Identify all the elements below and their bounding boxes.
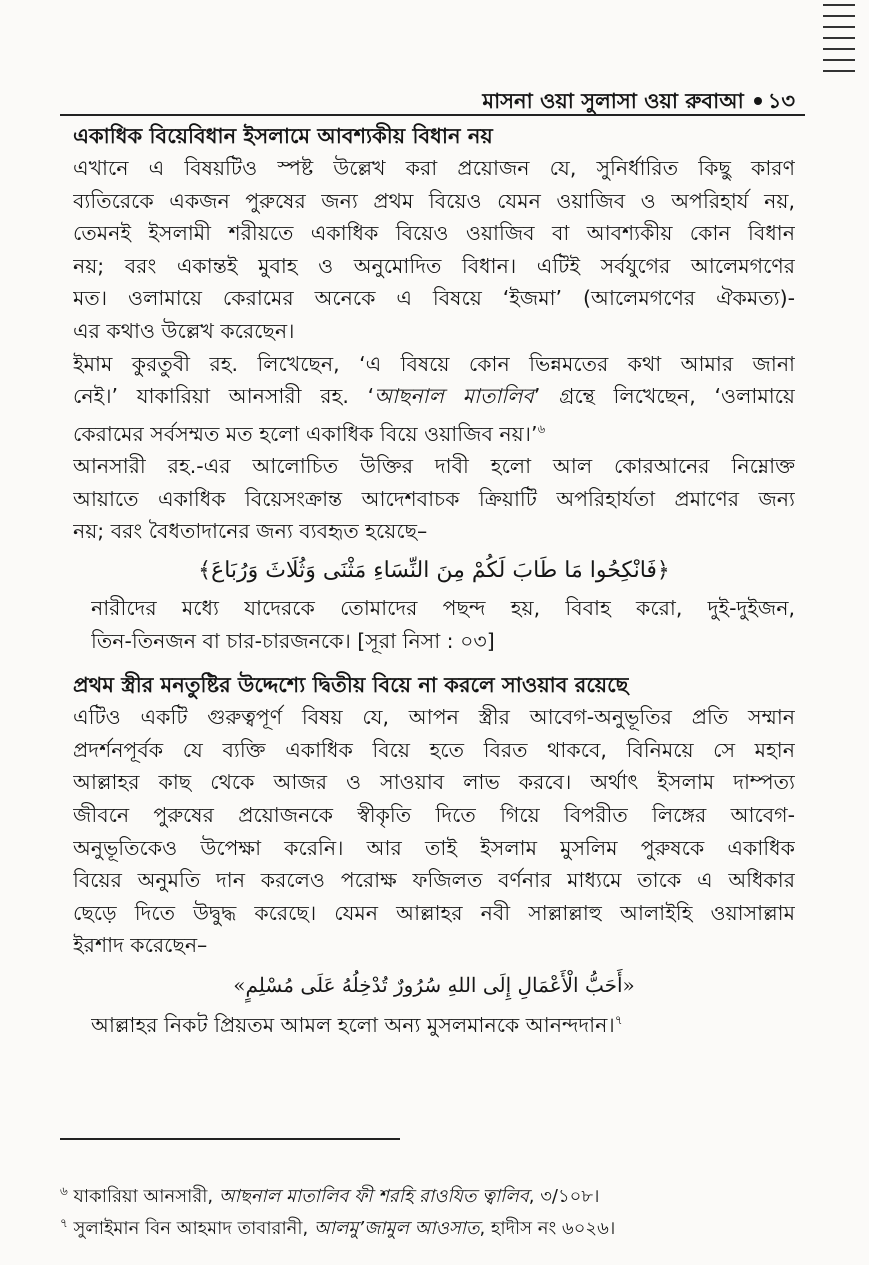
text-line: জীবনে পুরুষের প্রয়োজনকে স্বীকৃতি দিতে গিয়ে বিপরীত লিঙ্গের আবেগ- xyxy=(73,802,795,827)
section1-paragraph-3 xyxy=(73,450,795,548)
main-text xyxy=(73,120,795,1041)
footnote-6 xyxy=(60,1178,800,1210)
footnote-7 xyxy=(60,1210,800,1242)
text-line: অনুভূতিকেও উপেক্ষা করেনি। আর তাই ইসলাম মুসলিম পুরুষকে একাধিক xyxy=(73,835,795,860)
text-line: ছেড়ে দিতে উদ্বুদ্ধ করেছে। যেমন আল্লাহর নবী সাল্লাল্লাহু আলাইহি ওয়াসাল্লাম xyxy=(73,900,795,925)
header-rule xyxy=(60,114,805,116)
bullet-dot-icon xyxy=(754,97,762,105)
text-line: বিয়ের অনুমতি দান করলেও পরোক্ষ ফজিলত বর্ণনার মাধ্যমে তাকে এ অধিকার xyxy=(73,868,795,893)
footnote-ref: ৭ xyxy=(614,1012,623,1027)
book-title: আলমু’জামুল আওসাত xyxy=(314,1218,480,1239)
text-line: আয়াতে একাধিক বিয়েসংক্রান্ত আদেশবাচক ক্রিয়াটি অপরিহার্যতা প্রমাণের জন্য xyxy=(73,486,795,511)
text-span: ’ গ্রন্থে লিখেছেন, ‘ওলামায়ে xyxy=(533,384,795,409)
footnote-number: ৭ xyxy=(60,1216,68,1230)
text-line: আনসারী রহ.-এর আলোচিত উক্তির দাবী হলো আল কোরআনের নিম্নোক্ত xyxy=(73,454,795,479)
text-line xyxy=(73,413,795,450)
text-line: তেমনই ইসলামী শরীয়তে একাধিক বিয়েও ওয়াজিব বা আবশ্যকীয় কোন বিধান xyxy=(73,221,795,246)
text-line xyxy=(91,1004,795,1041)
text-line: নারীদের মধ্যে যাদেরকে তোমাদের পছন্দ হয়, বিবাহ করো, দুই-দুইজন, xyxy=(91,595,795,620)
text-line: তিন-তিনজন বা চার-চারজনকে। [সূরা নিসা : ০৩] xyxy=(91,628,495,653)
book-title: আছনাল মাতালিব xyxy=(374,384,534,409)
text-line: আল্লাহর কাছ থেকে আজর ও সাওয়াব লাভ করবে। অর্থাৎ ইসলাম দাম্পত্য xyxy=(73,770,795,795)
section1-heading: একাধিক বিয়েবিধান ইসলামে আবশ্যকীয় বিধান নয় xyxy=(73,124,493,148)
book-title: আছনাল মাতালিব ফী শরহি রাওযিত ত্বালিব xyxy=(218,1186,529,1207)
footnote-rule xyxy=(60,1138,400,1140)
text-span: আল্লাহর নিকট প্রিয়তম আমল হলো অন্য মুসলমানকে আনন্দদান। xyxy=(91,1012,615,1037)
footnotes xyxy=(60,1178,800,1242)
text-line: নয়; বরং বৈধতাদানের জন্য ব্যবহৃত হয়েছে– xyxy=(73,519,428,544)
footnote-number: ৬ xyxy=(60,1184,68,1198)
quran-ayah: ﴿فَانْكِحُوا مَا طَابَ لَكُمْ مِنَ النِّسَاءِ مَثْنَى وَثُلَاثَ وَرُبَاعَ﴾ xyxy=(198,557,670,583)
section1-paragraph-2 xyxy=(73,348,795,451)
hadith-text: «أَحَبُّ الْأَعْمَالِ إِلَى اللهِ سُرُورٌ تُدْخِلُهُ عَلَى مُسْلِمٍ» xyxy=(233,972,635,997)
page-number: ১৩ xyxy=(767,89,795,113)
text-line: ব্যতিরেকে একজন পুরুষের জন্য প্রথম বিয়েও যেমন ওয়াজিব ও অপরিহার্য নয়, xyxy=(73,188,795,213)
page-edge-marks xyxy=(823,4,855,81)
text-span: কেরামের সর্বসম্মত মত হলো একাধিক বিয়ে ওয়াজিব নয়।’ xyxy=(73,421,538,446)
section2-heading: প্রথম স্ত্রীর মনতুষ্টির উদ্দেশ্যে দ্বিতীয় বিয়ে না করলে সাওয়াব রয়েছে xyxy=(73,673,629,698)
text-line: নয়; বরং একান্তই মুবাহ ও অনুমোদিত বিধান। এটিই সর্বযুগের আলেমগণের xyxy=(73,253,795,278)
text-line: মত। ওলামায়ে কেরামের অনেকে এ বিষয়ে ‘ইজমা’ (আলেমগণের ঐকমত্য)- xyxy=(73,286,795,311)
ayah-translation xyxy=(73,592,795,657)
text-span: যাকারিয়া আনসারী, xyxy=(67,1186,219,1207)
text-line xyxy=(73,380,795,413)
text-line: এটিও একটি গুরুত্বপূর্ণ বিষয় যে, আপন স্ত্রীর আবেগ-অনুভূতির প্রতি সম্মান xyxy=(73,705,795,730)
text-line: ইমাম কুরতুবী রহ. লিখেছেন, ‘এ বিষয়ে কোন ভিন্নমতের কথা আমার জানা xyxy=(73,351,795,376)
footnote-ref: ৬ xyxy=(537,421,546,436)
text-span: , হাদীস নং ৬০২৬। xyxy=(479,1218,616,1239)
text-line: এখানে এ বিষয়টিও স্পষ্ট উল্লেখ করা প্রয়োজন যে, সুনির্ধারিত কিছু কারণ xyxy=(73,156,795,180)
text-span: সুলাইমান বিন আহমাদ তাবারানী, xyxy=(67,1218,314,1239)
hadith-translation xyxy=(73,1004,795,1041)
text-span: , ৩/১০৮। xyxy=(528,1186,600,1207)
text-line: ইরশাদ করেছেন– xyxy=(73,933,208,958)
section1-paragraph-1 xyxy=(73,152,795,348)
section2-paragraph xyxy=(73,701,795,962)
text-line: এর কথাও উল্লেখ করেছেন। xyxy=(73,318,295,343)
text-span: নেই।’ যাকারিয়া আনসারী রহ. ‘ xyxy=(73,384,375,409)
running-head-title: মাসনা ওয়া সুলাসা ওয়া রুবাআ xyxy=(482,89,744,113)
text-line: প্রদর্শনপূর্বক যে ব্যক্তি একাধিক বিয়ে হতে বিরত থাকবে, বিনিময়ে সে মহান xyxy=(73,737,795,762)
